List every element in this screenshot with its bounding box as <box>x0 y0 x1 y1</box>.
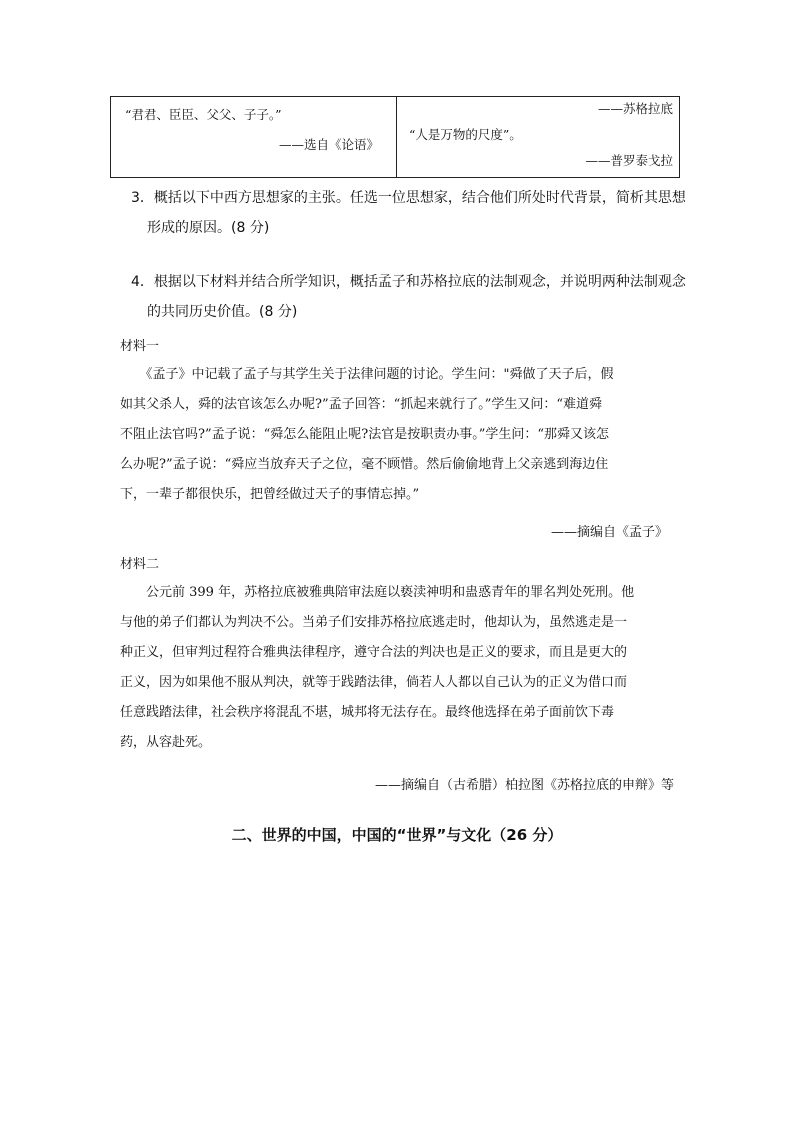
material-1-line: 么办呢?”孟子说：“舜应当放弃天子之位，毫不顾惜。然后偷偷地背上父亲逃到海边住 <box>120 457 609 472</box>
socrates-source: ——苏格拉底 <box>597 101 673 116</box>
question-4-line1: 4．根据以下材料并结合所学知识，概括孟子和苏格拉底的法制观念，并说明两种法制观念 <box>131 274 686 290</box>
material-1-label: 材料一 <box>120 339 160 354</box>
material-2-source: ——摘编自（古希腊）柏拉图《苏格拉底的申辩》等 <box>374 778 674 793</box>
material-1-line: 下，一辈子都很快乐，把曾经做过天子的事情忘掉。” <box>120 487 420 502</box>
material-2-line: 公元前 399 年，苏格拉底被雅典陪审法庭以亵渎神明和蛊惑青年的罪名判处死刑。他 <box>120 585 635 600</box>
question-3-line1: 3．概括以下中西方思想家的主张。任选一位思想家，结合他们所处时代背景，简析其思想 <box>131 190 686 206</box>
material-2-line: 种正义，但审判过程符合雅典法律程序，遵守合法的判决也是正义的要求，而且是更大的 <box>120 645 628 660</box>
protagoras-source: ——普罗泰戈拉 <box>585 153 673 168</box>
question-4-line2: 的共同历史价值。(8 分) <box>147 304 298 320</box>
question-3-line2: 形成的原因。(8 分) <box>147 220 270 236</box>
question-3 <box>131 183 686 243</box>
material-2-line: 药，从容赴死。 <box>120 735 212 750</box>
material-1-source: ——摘编自《孟子》 <box>550 525 668 540</box>
quote-table <box>110 96 680 178</box>
protagoras-quote: “人是万物的尺度”。 <box>409 127 522 142</box>
material-2-line: 与他的弟子们都认为判决不公。当弟子们安排苏格拉底逃走时，他却认为，虽然逃走是一 <box>120 615 628 630</box>
quote-cell-left <box>111 97 397 177</box>
quote-cell-right <box>397 97 679 177</box>
material-2-line: 任意践踏法律，社会秩序将混乱不堪，城邦将无法存在。最终他选择在弟子面前饮下毒 <box>120 705 615 720</box>
section-title: 二、世界的中国，中国的“世界”与文化（26 分） <box>231 826 563 844</box>
material-1-line: 《孟子》中记载了孟子与其学生关于法律问题的讨论。学生问："舜做了天子后，假 <box>120 367 614 382</box>
material-1-line: 不阻止法官吗?”孟子说：“舜怎么能阻止呢?法官是按职责办事。”学生问：“那舜又该怎 <box>120 427 610 442</box>
material-2-text <box>120 578 666 758</box>
confucius-source: ——选自《论语》 <box>279 137 380 152</box>
material-1-text <box>120 360 666 510</box>
material-2-line: 正义，因为如果他不服从判决，就等于践踏法律，倘若人人都以自己认为的正义为借口而 <box>120 675 628 690</box>
question-4 <box>131 267 686 327</box>
confucius-quote: “君君、臣臣、父父、子子。” <box>125 107 282 122</box>
material-2-label: 材料二 <box>120 557 160 572</box>
material-1-line: 如其父杀人，舜的法官该怎么办呢?”孟子回答：“抓起来就行了。”学生又问：“难道舜 <box>120 397 603 412</box>
